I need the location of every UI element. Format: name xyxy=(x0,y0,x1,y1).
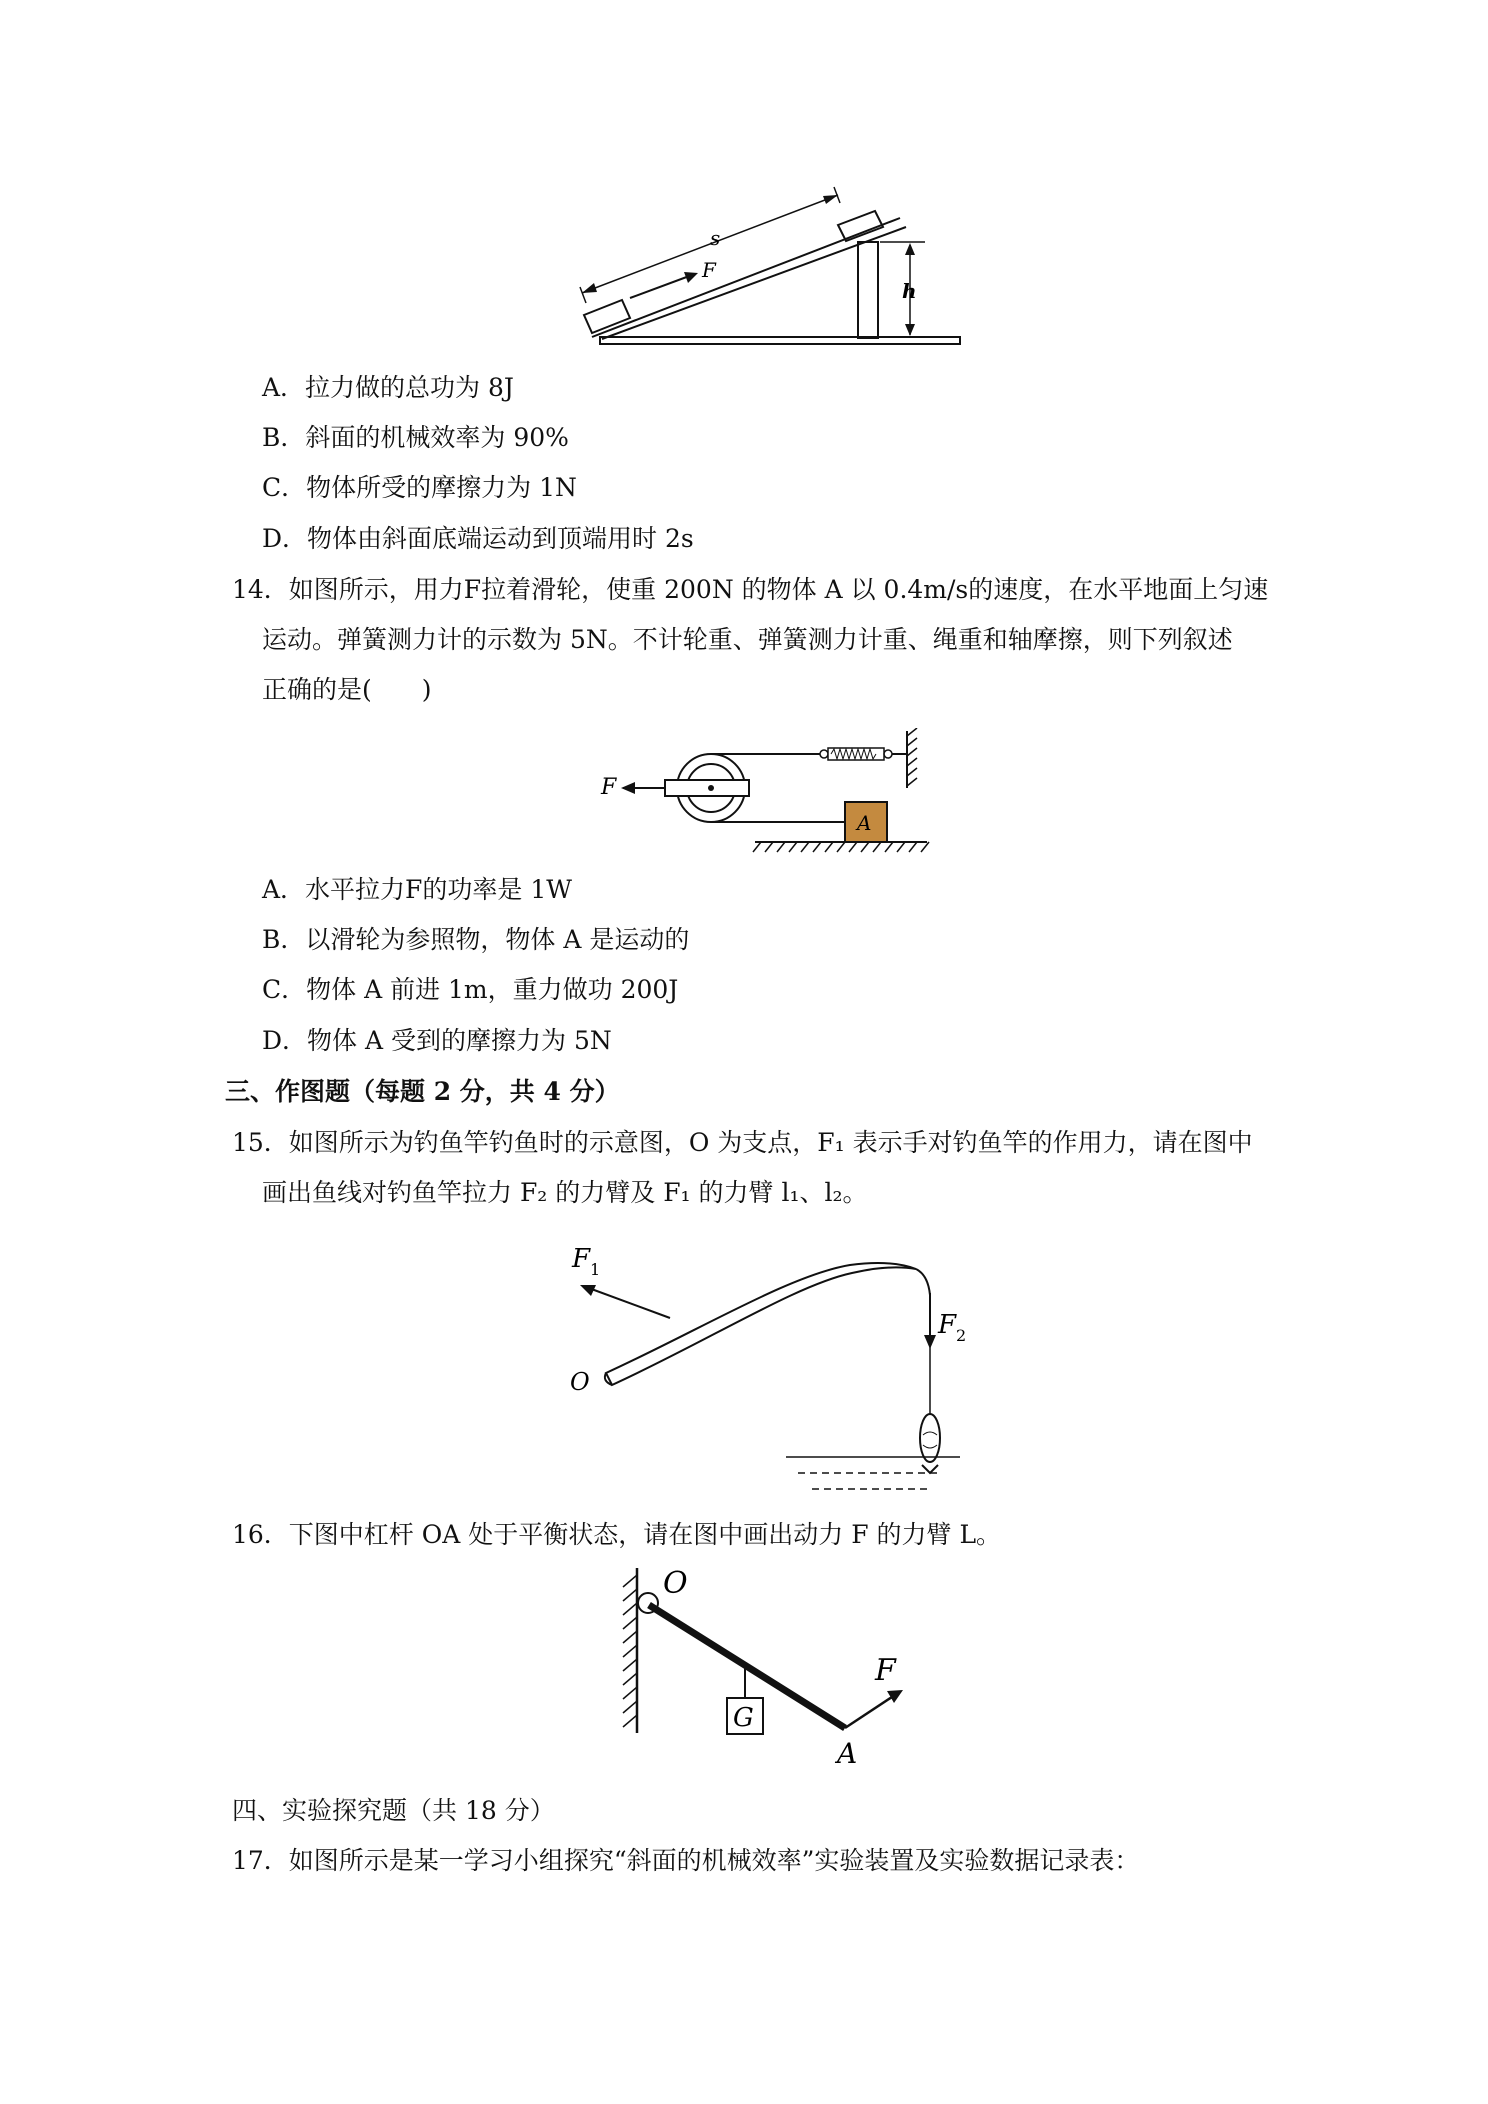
q13-option-b: B．斜面的机械效率为 90% xyxy=(262,423,569,452)
pulley-figure xyxy=(595,728,955,858)
incline-figure xyxy=(570,175,970,350)
pulley-A-label: A xyxy=(857,811,872,835)
q14-option-a: A．水平拉力F的功率是 1W xyxy=(262,875,572,904)
q13-option-c: C．物体所受的摩擦力为 1N xyxy=(262,473,577,502)
q14-option-c: C．物体 A 前进 1m，重力做功 200J xyxy=(262,975,679,1004)
q14-stem-line1: 14．如图所示，用力F拉着滑轮，使重 200N 的物体 A 以 0.4m/s的速度，在水平地面上匀速 xyxy=(232,575,1269,604)
lever-G-label: G xyxy=(733,1703,754,1733)
q17-stem: 17．如图所示是某一学习小组探究“斜面的机械效率”实验装置及实验数据记录表： xyxy=(232,1846,1140,1875)
rod-F1-label: $F_1$ xyxy=(572,1244,601,1279)
section-3-heading: 三、作图题（每题 2 分，共 4 分） xyxy=(225,1077,620,1106)
lever-F-label: F xyxy=(875,1653,896,1688)
fishing-rod-figure xyxy=(560,1225,970,1500)
rod-F2-label: $F_2$ xyxy=(938,1310,967,1345)
pulley-F-label: F xyxy=(601,775,617,800)
incline-h-label: h xyxy=(902,279,917,303)
q16-stem: 16．下图中杠杆 OA 处于平衡状态，请在图中画出动力 F 的力臂 L。 xyxy=(232,1520,1002,1549)
lever-A-label: A xyxy=(837,1737,858,1770)
section-4-heading: 四、实验探究题（共 18 分） xyxy=(232,1796,555,1825)
q15-stem-line1: 15．如图所示为钓鱼竿钓鱼时的示意图，O 为支点，F₁ 表示手对钓鱼竿的作用力，请在图中 xyxy=(232,1128,1253,1157)
lever-O-label: O xyxy=(663,1566,688,1601)
incline-F-label: F xyxy=(702,258,716,282)
q13-option-d: D．物体由斜面底端运动到顶端用时 2s xyxy=(262,524,694,553)
lever-figure xyxy=(605,1563,935,1778)
q15-stem-line2: 画出鱼线对钓鱼竿拉力 F₂ 的力臂及 F₁ 的力臂 l₁、l₂。 xyxy=(262,1178,868,1207)
incline-s-label: s xyxy=(710,226,721,250)
rod-O-label: O xyxy=(570,1368,590,1396)
q14-stem-line3: 正确的是( ) xyxy=(262,675,432,704)
q14-option-b: B．以滑轮为参照物，物体 A 是运动的 xyxy=(262,925,690,954)
q14-option-d: D．物体 A 受到的摩擦力为 5N xyxy=(262,1026,612,1055)
q14-stem-line2: 运动。弹簧测力计的示数为 5N。不计轮重、弹簧测力计重、绳重和轴摩擦，则下列叙述 xyxy=(262,625,1233,654)
q13-option-a: A．拉力做的总功为 8J xyxy=(262,373,514,402)
